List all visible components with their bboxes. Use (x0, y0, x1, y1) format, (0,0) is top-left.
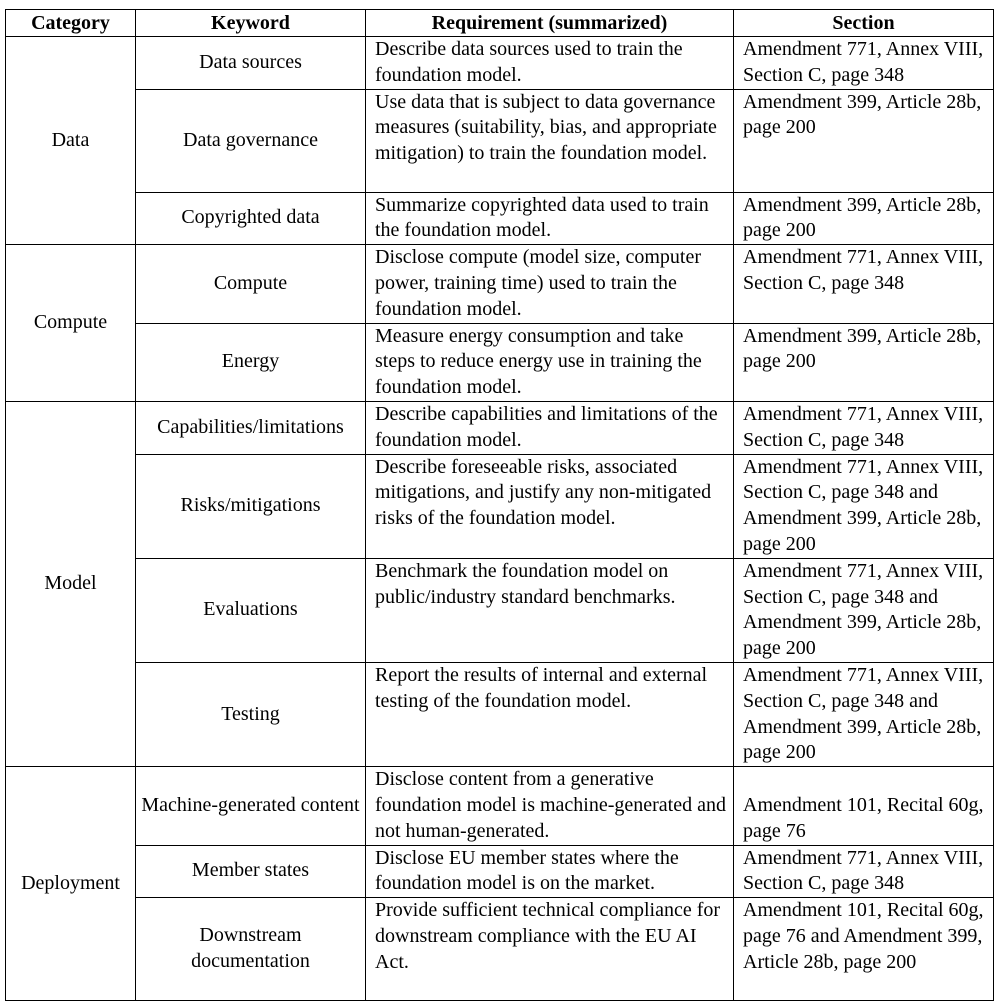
keyword-cell: Compute (136, 245, 366, 323)
table-row (6, 767, 994, 845)
keyword-cell: Testing (136, 662, 366, 766)
requirement-cell: Use data that is subject to data governance measures (suitability, bias, and appropriate mitigation) to train the foundation model. (366, 89, 734, 192)
section-cell: Amendment 399, Article 28b, page 200 (734, 192, 994, 245)
table-row (6, 898, 994, 1001)
section-cell: Amendment 101, Recital 60g, page 76 and Amendment 399, Article 28b, page 200 (734, 898, 994, 1001)
section-cell: Amendment 771, Annex VIII, Section C, page 348 (734, 245, 994, 323)
section-cell: Amendment 771, Annex VIII, Section C, page 348 and Amendment 399, Article 28b, page 200 (734, 454, 994, 558)
requirement-cell: Describe foreseeable risks, associated mitigations, and justify any non-mitigated risks of the foundation model. (366, 454, 734, 558)
header-category: Category (6, 10, 136, 37)
section-cell: Amendment 771, Annex VIII, Section C, page 348 and Amendment 399, Article 28b, page 200 (734, 662, 994, 766)
category-compute: Compute (6, 245, 136, 402)
category-data: Data (6, 37, 136, 245)
table-row (6, 192, 994, 245)
requirement-cell: Benchmark the foundation model on public/industry standard benchmarks. (366, 558, 734, 662)
section-cell: Amendment 771, Annex VIII, Section C, page 348 (734, 401, 994, 454)
table-row (6, 454, 994, 558)
section-cell: Amendment 399, Article 28b, page 200 (734, 323, 994, 401)
table-row (6, 37, 994, 90)
table-row (6, 558, 994, 662)
keyword-cell: Capabilities/limitations (136, 401, 366, 454)
requirement-cell: Report the results of internal and external testing of the foundation model. (366, 662, 734, 766)
requirement-cell: Describe capabilities and limitations of the foundation model. (366, 401, 734, 454)
requirement-cell: Disclose compute (model size, computer power, training time) used to train the foundation model. (366, 245, 734, 323)
requirement-cell: Provide sufficient technical compliance for downstream compliance with the EU AI Act. (366, 898, 734, 1001)
requirements-table (5, 9, 994, 1001)
keyword-cell: Data sources (136, 37, 366, 90)
section-cell: Amendment 771, Annex VIII, Section C, page 348 (734, 845, 994, 898)
table-row (6, 89, 994, 192)
header-section: Section (734, 10, 994, 37)
section-cell: Amendment 101, Recital 60g, page 76 (734, 767, 994, 845)
table-row (6, 662, 994, 766)
keyword-cell: Downstream documentation (136, 898, 366, 1001)
header-requirement: Requirement (summarized) (366, 10, 734, 37)
keyword-cell: Member states (136, 845, 366, 898)
requirement-cell: Describe data sources used to train the foundation model. (366, 37, 734, 90)
table-row (6, 245, 994, 323)
category-model: Model (6, 401, 136, 766)
category-deployment: Deployment (6, 767, 136, 1001)
keyword-cell: Evaluations (136, 558, 366, 662)
requirement-cell: Measure energy consumption and take steps to reduce energy use in training the foundation model. (366, 323, 734, 401)
section-cell: Amendment 771, Annex VIII, Section C, page 348 and Amendment 399, Article 28b, page 200 (734, 558, 994, 662)
keyword-cell: Copyrighted data (136, 192, 366, 245)
section-cell: Amendment 771, Annex VIII, Section C, page 348 (734, 37, 994, 90)
keyword-cell: Data governance (136, 89, 366, 192)
keyword-cell: Machine-generated content (136, 767, 366, 845)
requirement-cell: Summarize copyrighted data used to train the foundation model. (366, 192, 734, 245)
table-row (6, 845, 994, 898)
header-row (6, 10, 994, 37)
requirement-cell: Disclose content from a generative foundation model is machine-generated and not human-generated. (366, 767, 734, 845)
header-keyword: Keyword (136, 10, 366, 37)
section-cell: Amendment 399, Article 28b, page 200 (734, 89, 994, 192)
keyword-cell: Energy (136, 323, 366, 401)
table-row (6, 401, 994, 454)
table-row (6, 323, 994, 401)
requirement-cell: Disclose EU member states where the foundation model is on the market. (366, 845, 734, 898)
keyword-cell: Risks/mitigations (136, 454, 366, 558)
